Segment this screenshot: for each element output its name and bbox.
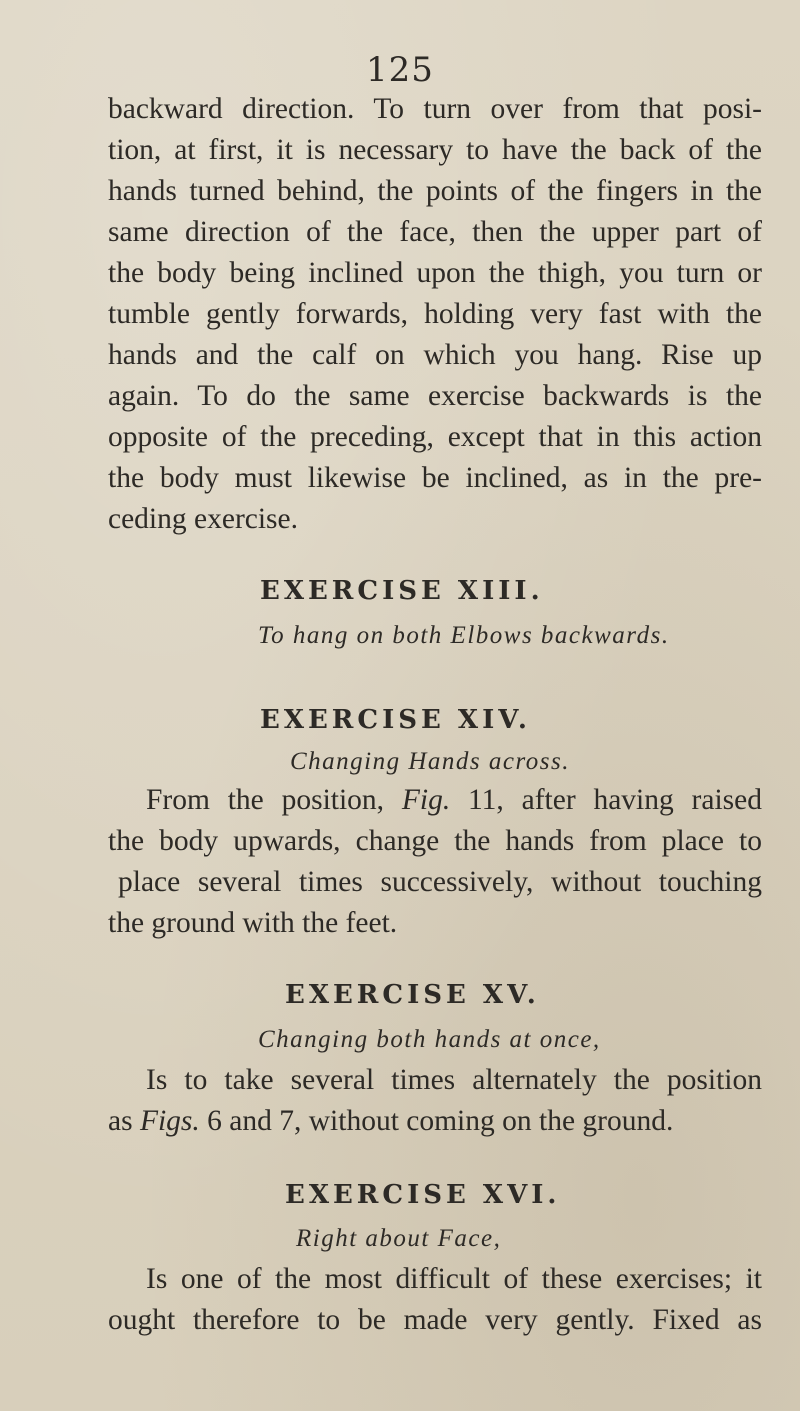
text-span: From the position, <box>146 784 402 816</box>
text-line: same direction of the face, then the upper part of <box>108 216 762 248</box>
figure-reference: Fig. <box>401 784 451 816</box>
text-line: the body upwards, change the hands from place to <box>108 825 762 857</box>
exercise-14-heading: EXERCISE XIV. <box>260 705 531 735</box>
text-line: tumble gently forwards, holding very fast with the <box>108 298 762 330</box>
text-span: 6 and 7, without coming on the ground. <box>199 1105 674 1137</box>
text-line: ought therefore to be made very gently. Fixed as <box>108 1304 762 1336</box>
text-line <box>146 786 762 816</box>
exercise-15-subtitle: Changing both hands at once, <box>258 1026 601 1053</box>
text-line: opposite of the preceding, except that in this action <box>108 421 762 453</box>
text-span: 11, after having raised <box>450 784 762 816</box>
page-number: 125 <box>366 50 434 90</box>
text-line: place several times successively, without touching <box>118 866 762 898</box>
text-line: again. To do the same exercise backwards is the <box>108 380 762 412</box>
text-line: backward direction. To turn over from that posi- <box>108 93 762 125</box>
exercise-16-heading: EXERCISE XVI. <box>285 1180 561 1210</box>
exercise-14-subtitle: Changing Hands across. <box>290 748 571 775</box>
text-line: ceding exercise. <box>108 503 299 535</box>
text-line: the body must likewise be inclined, as in the pre- <box>108 462 762 494</box>
text-line: Is one of the most difficult of these exercises; it <box>146 1263 762 1295</box>
exercise-13-heading: EXERCISE XIII. <box>260 576 544 606</box>
text-span: as <box>108 1105 140 1137</box>
text-line: Is to take several times alternately the position <box>146 1064 762 1096</box>
figure-reference: Figs. <box>139 1105 200 1137</box>
exercise-16-subtitle: Right about Face, <box>296 1225 502 1252</box>
text-line: hands turned behind, the points of the fingers in the <box>108 175 762 207</box>
text-line: tion, at first, it is necessary to have the back of the <box>108 134 762 166</box>
text-line: the ground with the feet. <box>108 907 398 939</box>
text-line: hands and the calf on which you hang. Rise up <box>108 339 762 371</box>
text-line: the body being inclined upon the thigh, you turn or <box>108 257 762 289</box>
exercise-13-subtitle: To hang on both Elbows backwards. <box>258 622 670 649</box>
text-line <box>108 1107 762 1137</box>
exercise-15-heading: EXERCISE XV. <box>285 980 540 1010</box>
